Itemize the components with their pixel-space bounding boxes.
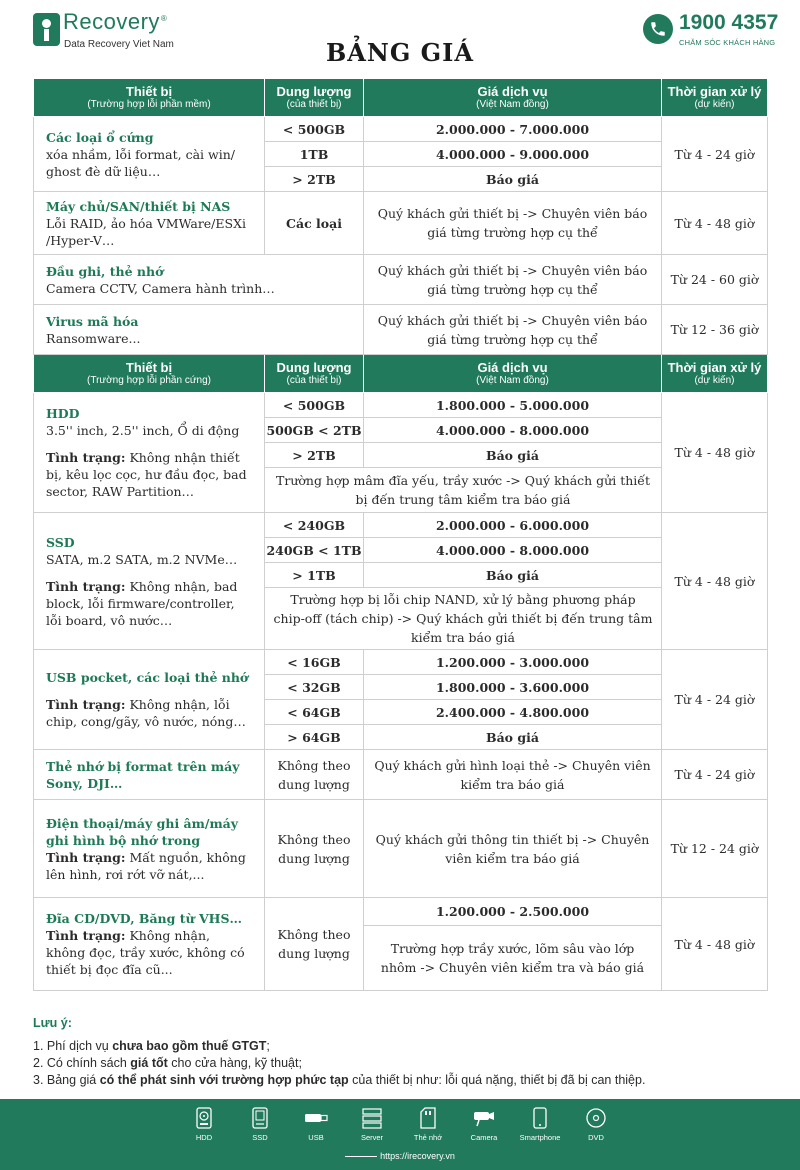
capacity-cell: Không theo dung lượng — [265, 750, 364, 800]
usb-icon — [303, 1107, 329, 1129]
footer-item-memory-card[interactable]: Thẻ nhớ — [404, 1107, 452, 1147]
table-row — [34, 192, 768, 255]
time-cell: Từ 4 - 48 giờ — [662, 898, 768, 991]
capacity-cell: 240GB < 1TB — [265, 538, 364, 563]
note-cell: Trường hợp bị lỗi chip NAND, xử lý bằng phương pháp chip-off (tách chip) -> Quý khách gửi thiết bị đến trung tâm kiểm tra báo giá — [265, 588, 662, 650]
table-header-hardware — [34, 355, 768, 393]
header-time: Thời gian xử lý (dự kiến) — [662, 79, 768, 117]
price-cell: 4.000.000 - 9.000.000 — [364, 142, 662, 167]
brand-tagline: Data Recovery Viet Nam — [64, 39, 174, 50]
time-cell: Từ 4 - 48 giờ — [662, 192, 768, 255]
device-cell-cd-dvd: Đĩa CD/DVD, Băng từ VHS… Tình trạng: Không nhận, không đọc, trầy xước, không có thiết bị đọc đĩa cũ... — [34, 898, 265, 991]
price-cell: 2.000.000 - 6.000.000 — [364, 513, 662, 538]
time-cell: Từ 4 - 48 giờ — [662, 513, 768, 650]
device-cell-phones: Điện thoại/máy ghi âm/máy ghi hình bộ nhớ trong Tình trạng: Mất nguồn, không lên hình, rơi rớt vỡ nát,... — [34, 800, 265, 898]
server-icon — [362, 1107, 382, 1129]
memory-card-icon — [420, 1107, 436, 1129]
table-row — [34, 513, 768, 538]
capacity-cell: > 64GB — [265, 725, 364, 750]
capacity-cell: < 500GB — [265, 117, 364, 142]
table-row — [34, 117, 768, 142]
hdd-icon — [196, 1107, 212, 1129]
device-cell-usb: USB pocket, các loại thẻ nhớ Tình trạng: Không nhận, lỗi chip, cong/gãy, vô nước, nóng… — [34, 650, 265, 750]
note-item: 3. Bảng giá có thể phát sinh với trường hợp phức tạp của thiết bị như: lỗi quá nặng, thiết bị đã bị can thiệp. — [33, 1073, 646, 1087]
device-cell-ransomware: Virus mã hóa Ransomware... — [34, 305, 364, 355]
note-cell: Trường hợp trầy xước, lõm sâu vào lớp nhôm -> Chuyên viên kiểm tra và báo giá — [364, 926, 662, 991]
device-cell-recorders: Đầu ghi, thẻ nhớ Camera CCTV, Camera hành trình… — [34, 255, 364, 305]
footer-item-camera[interactable]: Camera — [460, 1107, 508, 1147]
price-cell: Báo giá — [364, 563, 662, 588]
notes-heading: Lưu ý: — [33, 1016, 72, 1030]
header-device: Thiết bị (Trường hợp lỗi phần mềm) — [34, 79, 265, 117]
table-row — [34, 393, 768, 418]
table-row — [34, 898, 768, 926]
time-cell: Từ 24 - 60 giờ — [662, 255, 768, 305]
page-title: BẢNG GIÁ — [325, 38, 475, 67]
footer-item-smartphone[interactable]: Smartphone — [516, 1107, 564, 1147]
hotline-number[interactable]: 1900 4357 — [679, 11, 779, 34]
capacity-cell: < 16GB — [265, 650, 364, 675]
price-cell: 1.200.000 - 3.000.000 — [364, 650, 662, 675]
footer-item-ssd[interactable]: SSD — [236, 1107, 284, 1147]
capacity-cell: Không theo dung lượng — [265, 898, 364, 991]
time-cell: Từ 12 - 24 giờ — [662, 800, 768, 898]
footer-item-usb[interactable]: USB — [292, 1107, 340, 1147]
ssd-icon — [252, 1107, 268, 1129]
capacity-cell: > 2TB — [265, 443, 364, 468]
capacity-cell: < 32GB — [265, 675, 364, 700]
table-row — [34, 255, 768, 305]
time-cell: Từ 4 - 24 giờ — [662, 650, 768, 750]
time-cell: Từ 12 - 36 giờ — [662, 305, 768, 355]
price-cell: Báo giá — [364, 167, 662, 192]
price-cell: 1.800.000 - 3.600.000 — [364, 675, 662, 700]
capacity-cell: < 240GB — [265, 513, 364, 538]
note-cell: Quý khách gửi hình loại thẻ -> Chuyên viên kiểm tra báo giá — [364, 750, 662, 800]
camera-icon — [472, 1107, 496, 1129]
table-row — [34, 800, 768, 898]
time-cell: Từ 4 - 24 giờ — [662, 117, 768, 192]
brand-name: Recovery® — [63, 9, 168, 34]
note-item: 2. Có chính sách giá tốt cho cửa hàng, kỹ thuật; — [33, 1056, 302, 1070]
price-cell: 1.800.000 - 5.000.000 — [364, 393, 662, 418]
price-cell: Báo giá — [364, 443, 662, 468]
device-cell-ssd: SSD SATA, m.2 SATA, m.2 NVMe… Tình trạng: Không nhận, bad block, lỗi firmware/controller, lỗi board, vô nước… — [34, 513, 265, 650]
capacity-cell: > 1TB — [265, 563, 364, 588]
price-cell: 1.200.000 - 2.500.000 — [364, 898, 662, 926]
footer-icon-bar — [180, 1107, 620, 1147]
capacity-cell: 1TB — [265, 142, 364, 167]
table-row — [34, 305, 768, 355]
header-capacity: Dung lượng (của thiết bị) — [265, 79, 364, 117]
smartphone-icon — [533, 1107, 547, 1129]
capacity-cell: > 2TB — [265, 167, 364, 192]
footer-item-server[interactable]: Server — [348, 1107, 396, 1147]
footer-item-dvd[interactable]: DVD — [572, 1107, 620, 1147]
table-header-software — [34, 79, 768, 117]
dvd-icon — [585, 1107, 607, 1129]
price-cell: 4.000.000 - 8.000.000 — [364, 538, 662, 563]
price-cell: 2.400.000 - 4.800.000 — [364, 700, 662, 725]
capacity-cell: < 64GB — [265, 700, 364, 725]
note-cell: Quý khách gửi thông tin thiết bị -> Chuyên viên kiểm tra báo giá — [364, 800, 662, 898]
capacity-cell: Các loại — [265, 192, 364, 255]
table-row — [34, 750, 768, 800]
capacity-cell: Không theo dung lượng — [265, 800, 364, 898]
table-row — [34, 650, 768, 675]
note-cell: Trường hợp mâm đĩa yếu, trầy xước -> Quý khách gửi thiết bị đến trung tâm kiểm tra báo giá — [265, 468, 662, 513]
device-cell-sony-dji: Thẻ nhớ bị format trên máy Sony, DJI… — [34, 750, 265, 800]
notes-section — [33, 1016, 773, 1089]
note-item: 1. Phí dịch vụ chưa bao gồm thuế GTGT; — [33, 1039, 270, 1053]
price-cell: 4.000.000 - 8.000.000 — [364, 418, 662, 443]
device-cell-hard-drives: Các loại ổ cứng xóa nhầm, lỗi format, cài win/ ghost đè dữ liệu… — [34, 117, 265, 192]
header-time: Thời gian xử lý (dự kiến) — [662, 355, 768, 393]
header-capacity: Dung lượng (của thiết bị) — [265, 355, 364, 393]
note-cell: Quý khách gửi thiết bị -> Chuyên viên báo giá từng trường hợp cụ thể — [364, 192, 662, 255]
header-price: Giá dịch vụ (Việt Nam đồng) — [364, 79, 662, 117]
price-cell: Báo giá — [364, 725, 662, 750]
header-device: Thiết bị (Trường hợp lỗi phần cứng) — [34, 355, 265, 393]
hotline-caption: CHĂM SÓC KHÁCH HÀNG — [679, 38, 776, 47]
note-cell: Quý khách gửi thiết bị -> Chuyên viên báo giá từng trường hợp cụ thể — [364, 305, 662, 355]
price-table — [33, 78, 768, 991]
footer-item-hdd[interactable]: HDD — [180, 1107, 228, 1147]
time-cell: Từ 4 - 48 giờ — [662, 393, 768, 513]
device-cell-server-nas: Máy chủ/SAN/thiết bị NAS Lỗi RAID, ảo hóa VMWare/ESXi /Hyper-V… — [34, 192, 265, 255]
capacity-cell: < 500GB — [265, 393, 364, 418]
device-cell-hdd: HDD 3.5'' inch, 2.5'' inch, Ổ di động Tình trạng: Không nhận thiết bị, kêu lọc cọc, hư đầu đọc, bad sector, RAW Partition… — [34, 393, 265, 513]
price-cell: 2.000.000 - 7.000.000 — [364, 117, 662, 142]
capacity-cell: 500GB < 2TB — [265, 418, 364, 443]
header-price: Giá dịch vụ (Việt Nam đồng) — [364, 355, 662, 393]
footer — [0, 1099, 800, 1170]
website-link[interactable]: https://irecovery.vn — [0, 1151, 800, 1161]
time-cell: Từ 4 - 24 giờ — [662, 750, 768, 800]
note-cell: Quý khách gửi thiết bị -> Chuyên viên báo giá từng trường hợp cụ thể — [364, 255, 662, 305]
